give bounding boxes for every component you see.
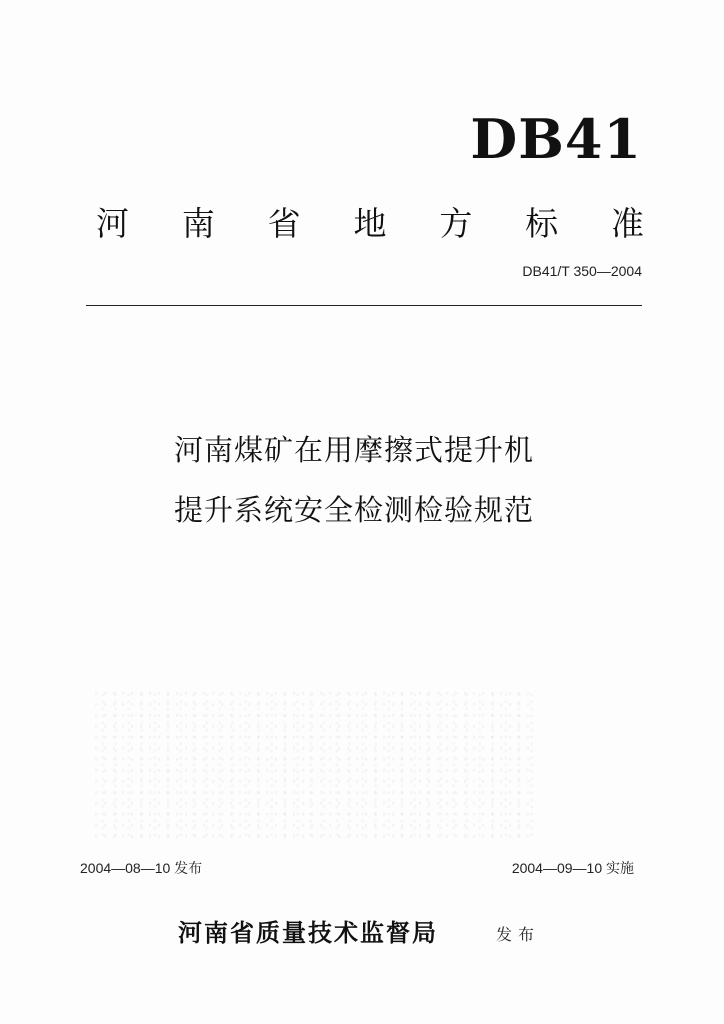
standard-code-logo: DB41 [470,107,642,171]
publisher-name: 河南省质量技术监督局 [178,918,438,947]
standard-type-char: 准 [610,204,644,243]
standard-type-char: 省 [267,204,301,243]
standard-type-char: 南 [181,204,215,243]
header-divider [86,305,642,306]
issue-date: 2004—08—10 发布 [80,860,203,876]
standard-number: DB41/T 350—2004 [522,263,642,279]
standard-type-heading [96,198,644,245]
document-title-line-2: 提升系统安全检测检验规范 [173,493,534,527]
publish-label: 发布 [496,925,541,944]
standard-type-char: 地 [353,204,387,243]
effective-date: 2004—09—10 实施 [511,860,634,876]
standard-type-char: 方 [439,204,473,243]
scan-noise [95,690,535,840]
standard-type-char: 标 [525,204,559,243]
document-title-line-1: 河南煤矿在用摩擦式提升机 [173,433,534,467]
standard-type-char: 河 [96,204,129,243]
